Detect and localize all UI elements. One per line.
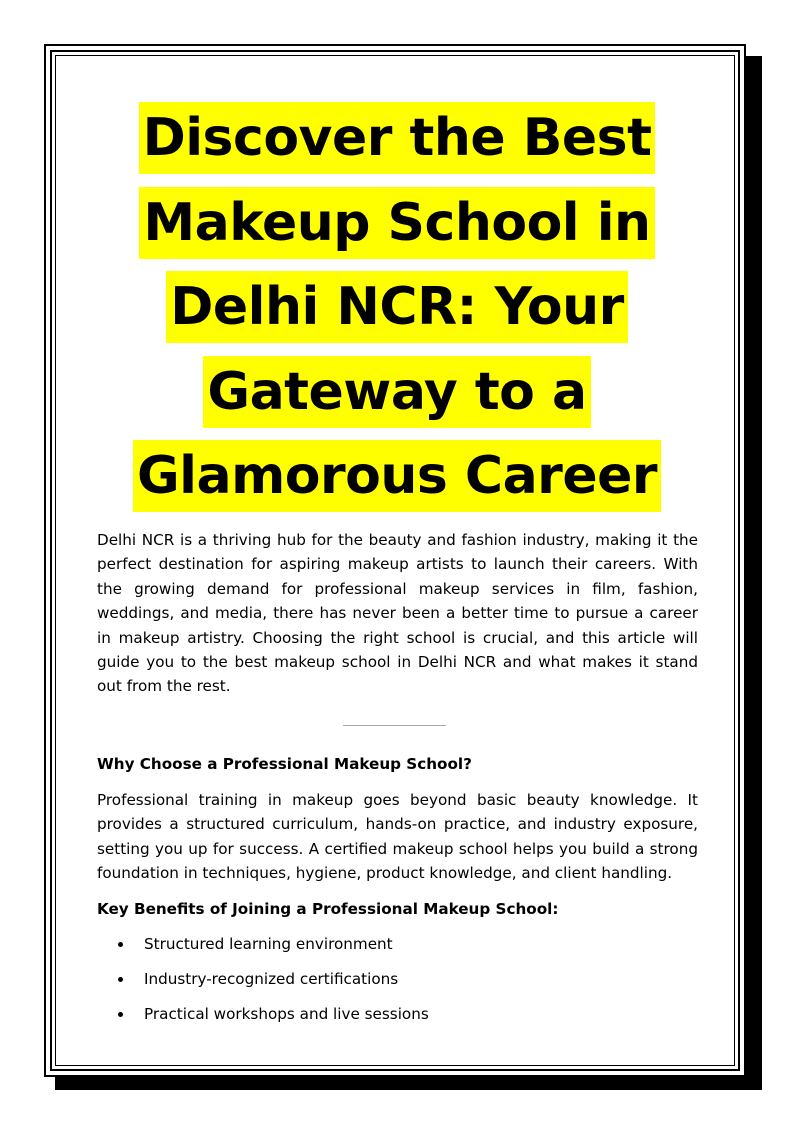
list-item-text: Practical workshops and live sessions bbox=[144, 1005, 429, 1024]
page-title bbox=[96, 96, 698, 519]
list-item bbox=[97, 1003, 698, 1025]
title-line: Discover the Best bbox=[139, 102, 656, 174]
section-divider bbox=[343, 725, 446, 726]
title-line: Glamorous Career bbox=[133, 440, 661, 512]
benefits-list bbox=[97, 933, 698, 1025]
bullet-icon bbox=[118, 977, 123, 982]
title-line: Gateway to a bbox=[203, 356, 590, 428]
why-paragraph: Professional training in makeup goes beyond basic beauty knowledge. It provides a structured curriculum, hands-on practice, and industry exposure, setting you up for success. A certified makeup school helps you build a strong foundation in techniques, hygiene, product knowledge, and client handling. bbox=[97, 790, 698, 883]
intro-paragraph: Delhi NCR is a thriving hub for the beauty and fashion industry, making it the perfect destination for aspiring makeup artists to launch their careers. With the growing demand for professional makeup services in film, fashion, weddings, and media, there has never been a better time to pursue a career in makeup artistry. Choosing the right school is crucial, and this article will guide you to the best makeup school in Delhi NCR and what makes it stand out from the rest. bbox=[97, 531, 698, 696]
section-heading-why: Why Choose a Professional Makeup School? bbox=[97, 754, 472, 773]
list-item-text: Structured learning environment bbox=[144, 935, 393, 954]
list-item bbox=[97, 933, 698, 955]
list-item-text: Industry-recognized certifications bbox=[144, 970, 399, 989]
article-body bbox=[97, 528, 698, 1038]
title-line: Makeup School in bbox=[139, 187, 654, 259]
title-line: Delhi NCR: Your bbox=[166, 271, 628, 343]
bullet-icon bbox=[118, 942, 123, 947]
bullet-icon bbox=[118, 1012, 123, 1017]
list-item bbox=[97, 968, 698, 990]
section-heading-benefits: Key Benefits of Joining a Professional Makeup School: bbox=[97, 900, 559, 919]
